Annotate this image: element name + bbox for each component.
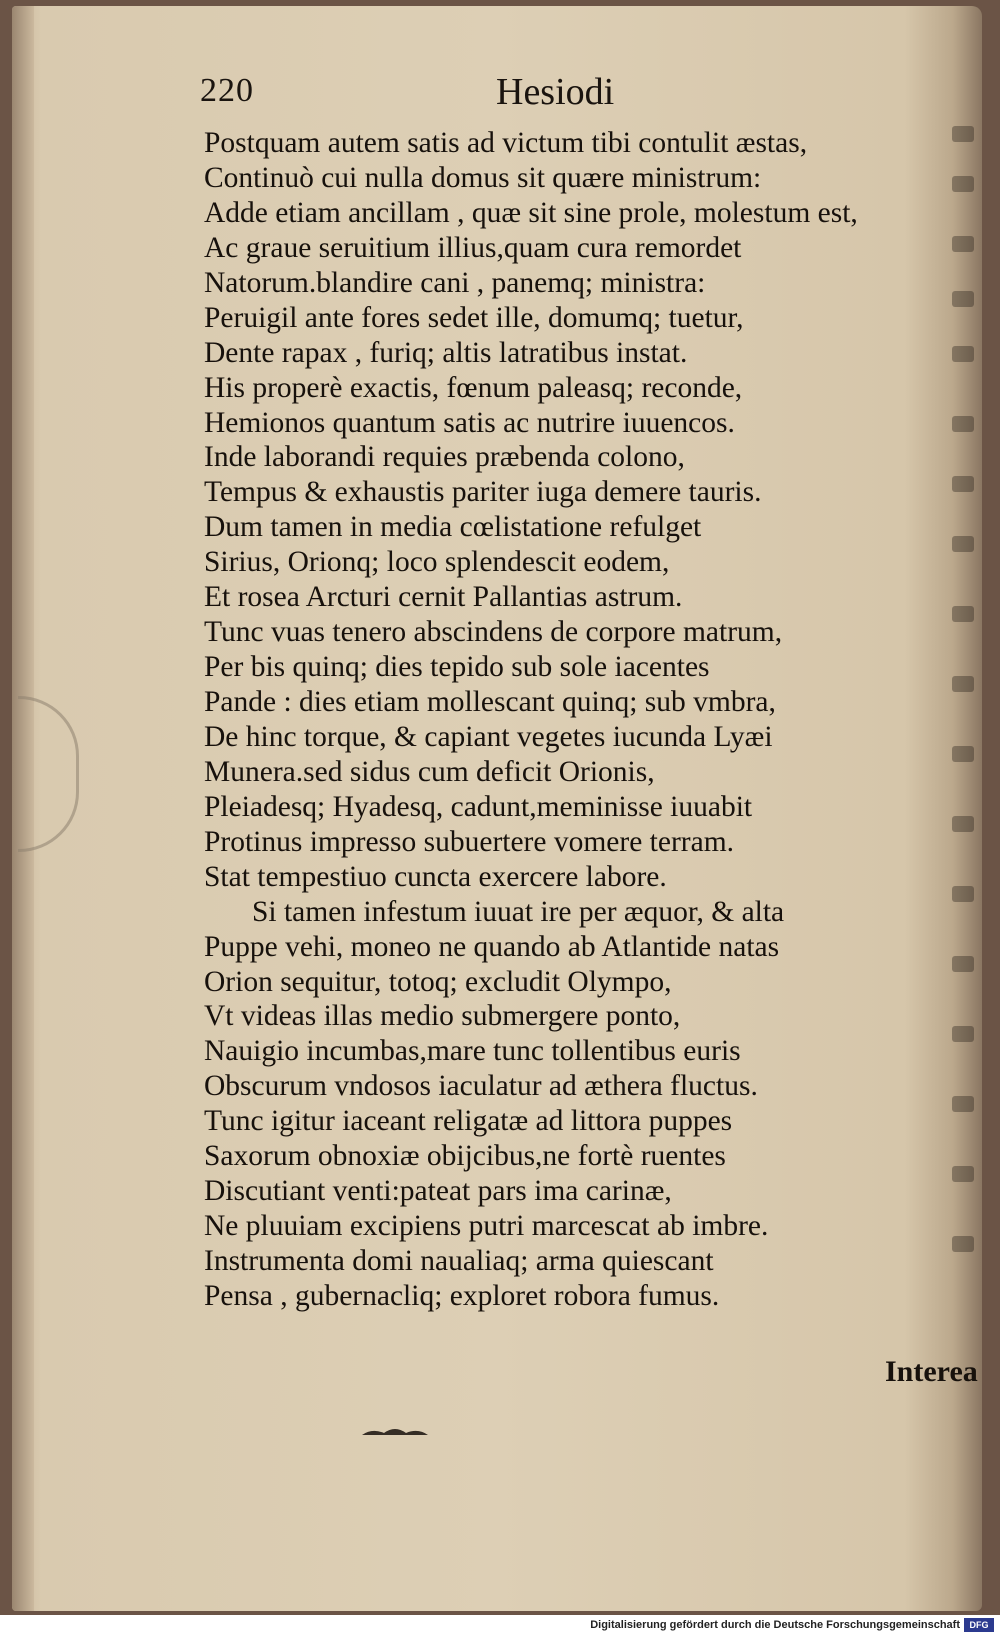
verse-line: Postquam autem satis ad victum tibi contulit æstas, — [204, 127, 808, 159]
ornament-icon — [360, 1426, 430, 1438]
verse-line: Dum tamen in media cœlistatione refulget — [204, 511, 702, 544]
verse-line: Hemionos quantum satis ac nutrire iuuencos. — [204, 406, 735, 439]
verse-line: Tunc igitur iaceant religatæ ad littora puppes — [204, 1105, 733, 1138]
verse-line: Ne pluuiam excipiens putri marcescat ab imbre. — [204, 1210, 769, 1243]
verse-line: Tempus & exhaustis pariter iuga demere tauris. — [204, 476, 762, 509]
verse-line: Adde etiam ancillam , quæ sit sine prole, molestum est, — [204, 196, 858, 229]
verse-line: Obscurum vndosos iaculatur ad æthera fluctus. — [204, 1070, 758, 1103]
verse-line: Dente rapax , furiq; altis latratibus instat. — [204, 336, 688, 369]
verse-line: Instrumenta domi naualiaq; arma quiescant — [204, 1245, 714, 1277]
verse-line: Saxorum obnoxiæ obijcibus,ne fortè ruentes — [204, 1140, 726, 1173]
verse-line: Stat tempestiuo cuncta exercere labore. — [204, 860, 667, 893]
verse-block — [204, 126, 924, 1314]
dfg-logo-icon: DFG — [964, 1618, 994, 1632]
verse-line: Inde laborandi requies præbenda colono, — [204, 441, 685, 474]
running-head: Hesiodi — [496, 71, 615, 113]
verse-line: Puppe vehi, moneo ne quando ab Atlantide natas — [204, 930, 780, 963]
page-header — [200, 72, 940, 122]
verse-line: Vt videas illas medio submergere ponto, — [204, 1000, 681, 1033]
verse-line: Protinus impresso subuertere vomere terram. — [204, 825, 735, 858]
verse-line: Discutiant venti:pateat pars ima carinæ, — [204, 1175, 672, 1208]
verse-line: Tunc vuas tenero abscindens de corpore matrum, — [204, 616, 783, 649]
verse-line: His properè exactis, fœnum paleasq; reconde, — [204, 371, 743, 404]
show-through-text — [946, 116, 982, 1436]
verse-line: Nauigio incumbas,mare tunc tollentibus euris — [204, 1035, 741, 1068]
verse-line: Peruigil ante fores sedet ille, domumq; tuetur, — [204, 301, 744, 334]
verse-line: Pleiadesq; Hyadesq, cadunt,meminisse iuuabit — [204, 790, 753, 823]
page-clip-mark — [18, 696, 79, 852]
verse-line: Continuò cui nulla domus sit quære ministrum: — [204, 161, 762, 194]
verse-line: Sirius, Orionq; loco splendescit eodem, — [204, 546, 670, 579]
verse-line: Orion sequitur, totoq; excludit Olympo, — [204, 965, 672, 998]
catchword: Interea — [885, 1355, 978, 1388]
verse-line: De hinc torque, & capiant vegetes iucunda Lyæi — [204, 720, 773, 753]
page-number: 220 — [200, 72, 254, 109]
verse-line: Natorum.blandire cani , panemq; ministra: — [204, 266, 706, 299]
verse-line: Munera.sed sidus cum deficit Orionis, — [204, 755, 655, 788]
verse-line-indented: Si tamen infestum iuuat ire per æquor, & alta — [252, 895, 785, 928]
verse-line: Pensa , gubernacliq; exploret robora fumus. — [204, 1279, 720, 1312]
verse-line: Et rosea Arcturi cernit Pallantias astrum. — [204, 581, 683, 614]
funding-credit: Digitalisierung gefördert durch die Deutsche Forschungsgemeinschaft — [590, 1619, 960, 1631]
verse-line: Pande : dies etiam mollescant quinq; sub vmbra, — [204, 686, 776, 718]
digitization-footer — [0, 1615, 1000, 1637]
verse-line: Per bis quinq; dies tepido sub sole iacentes — [204, 651, 710, 684]
verse-line: Ac graue seruitium illius,quam cura remordet — [204, 231, 742, 264]
